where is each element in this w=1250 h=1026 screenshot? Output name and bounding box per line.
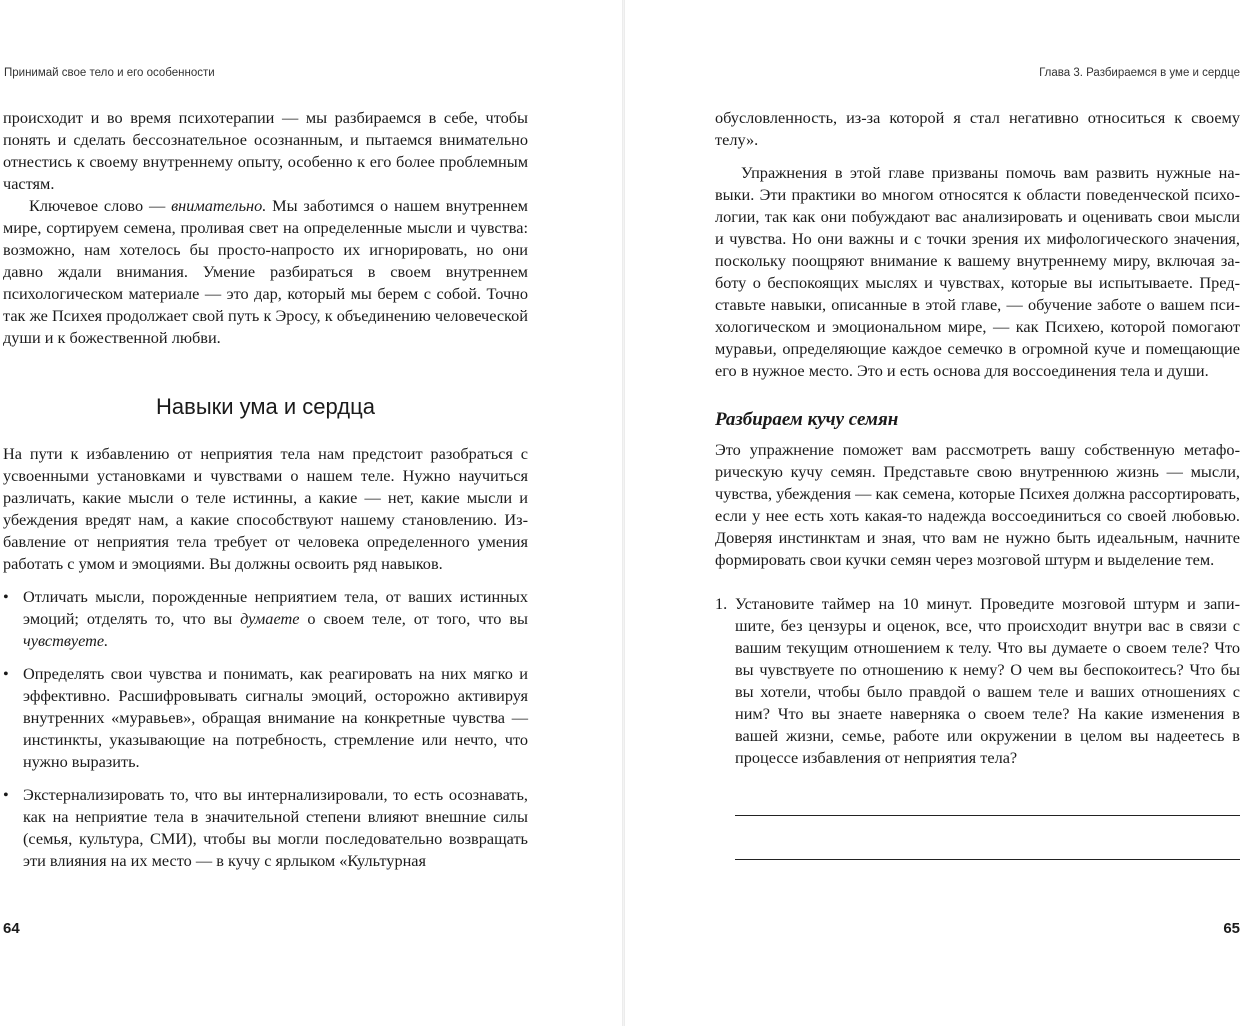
bullet-icon: • xyxy=(3,785,9,804)
writing-line-2 xyxy=(735,859,1240,860)
left-running-head: Принимай свое тело и его особенности xyxy=(4,67,215,79)
keyword-paragraph xyxy=(3,195,528,349)
left-text-column xyxy=(3,107,528,883)
step-number: 1. xyxy=(715,594,728,613)
skill-1-text-b: о своем теле, от того, что вы xyxy=(299,609,528,628)
right-page-number: 65 xyxy=(1223,920,1240,937)
left-page xyxy=(0,0,624,1026)
exercise-steps xyxy=(715,593,1240,769)
bullet-icon: • xyxy=(3,587,9,606)
keyword-rest: Мы заботимся о нашем внутреннем мире, сортируем семена, проливая свет на определенные мысли и чувства: возможно, нам хотелось бы просто-напросто их игнорировать, но они давно ждали внимания. Умение разбираться в своем внутреннем психологическом материале — это дар, который мы берем с собой. Точно так же Психея продолжает свой путь к Эросу, к объединению человеческой души и к божественной любви. xyxy=(3,196,528,347)
skill-2-text: Определять свои чувства и понимать, как реагировать на них мягко и эффективно. Расшифровывать сигналы эмоций, осторожно активируя внутренних «муравьев», обращая внимание на конкретные чувства — инстинкты, указывающие на потребность, стремление или нечто, что нужно выразить. xyxy=(23,664,528,771)
writing-line-1 xyxy=(735,815,1240,816)
section-intro-paragraph: На пути к избавлению от неприятия тела нам предстоит разобраться с усвоенными установками и чувствами о нашем теле. Нужно научиться различать, какие мысли о теле истинны, а какие — нет, какие мысли и убеждения вредят нам, а какие способствуют нашему становлению. Избавление от неприятия тела требует от человека определенного умения работать с умом и эмоциями. Вы должны освоить ряд навыков. xyxy=(3,444,528,573)
skill-1-italic-b: чувствуете. xyxy=(23,631,109,650)
step-1-text: Установите таймер на 10 минут. Проведите мозговой штурм и запишите, без цензуры и оценок, все, что происходит внутри вас в связи с вашим текущим отношением к телу. Что вы думаете о своем теле? Что вы чувствуете по отношению к нему? О чем вы беспокоитесь? Что бы вы хотели, чтобы было правдой о вашем теле и ваших отношениях с ним? Что вы знаете наверняка о своем теле? На какие изменения в вашей жизни, семье, работе или окружении в целом вы надеетесь в процессе избавления от неприятия тела? xyxy=(735,594,1240,767)
skill-1-italic-a: думаете xyxy=(240,609,300,628)
exercises-paragraph: Упражнения в этой главе призваны помочь вам развить нужные навыки. Эти практики во многом относятся к области поведенческой психологии, так как они побуждают вас анализировать и оценивать свои мысли и чувства. Но они важны и с точки зрения их мифологического значения, поскольку поощряют внимание к вашему внутреннему миру, включая заботу о беспокоящих мыслях и чувствах, которые вы испытываете. Представьте навыки, описанные в этой главе, — обучение заботе о вашем психологическом и эмоциональном мире, — как Психею, которой помогают муравьи, определяющие каждое семечко в огромной куче и помещающие его в нужное место. Это и есть основа для воссоединения тела и души. xyxy=(715,163,1240,380)
left-paragraph-continuation: происходит и во время психотерапии — мы разбираемся в себе, чтобы понять и сделать бессознательное осознанным, и пытаемся внимательно отнестись к своему внутреннему опыту, особенно к его более проблемным частям. xyxy=(3,108,528,193)
skill-item-3 xyxy=(3,784,528,872)
right-running-head: Глава 3. Разбираемся в уме и сердце xyxy=(1039,67,1240,79)
keyword-italic: внимательно. xyxy=(171,196,267,215)
skills-list xyxy=(3,586,528,872)
skill-item-1 xyxy=(3,586,528,652)
exercise-step-1 xyxy=(715,593,1240,769)
section-title: Навыки ума и сердца xyxy=(156,394,375,419)
subsection-title: Разбираем кучу семян xyxy=(715,409,899,430)
left-page-number: 64 xyxy=(3,920,20,937)
right-text-column xyxy=(715,107,1240,860)
right-page xyxy=(625,0,1250,1026)
skill-3-text: Экстернализировать то, что вы интернализировали, то есть осознавать, как на неприятие тела в значительной степени влияют внешние силы (семья, культура, СМИ), чтобы вы могли последовательно возвращать эти влияния на их место — в кучу с ярлыком «Культурная xyxy=(23,785,528,870)
skill-1-text-a: Отличать мысли, порожденные неприятием тела, от ваших истинных эмоций; отделять то, что вы xyxy=(23,587,528,628)
right-paragraph-continuation: обусловленность, из-за которой я стал негативно относиться к своему телу». xyxy=(715,108,1240,149)
keyword-lead: Ключевое слово — xyxy=(29,196,172,215)
exercise-intro-paragraph: Это упражнение поможет вам рассмотреть вашу собственную метафорическую кучу семян. Представьте свою внутреннюю жизнь — мысли, чувства, убеждения — как семена, которые Психея должна рассортировать, если у нее есть хоть какая-то надежда воссоединиться со своей любовью. Доверяя инстинктам и зная, что вам не нужно быть идеальным, начните формировать свои кучки семян через мозговой штурм и выделение тем. xyxy=(715,440,1240,569)
skill-item-2 xyxy=(3,663,528,773)
bullet-icon: • xyxy=(3,664,9,683)
